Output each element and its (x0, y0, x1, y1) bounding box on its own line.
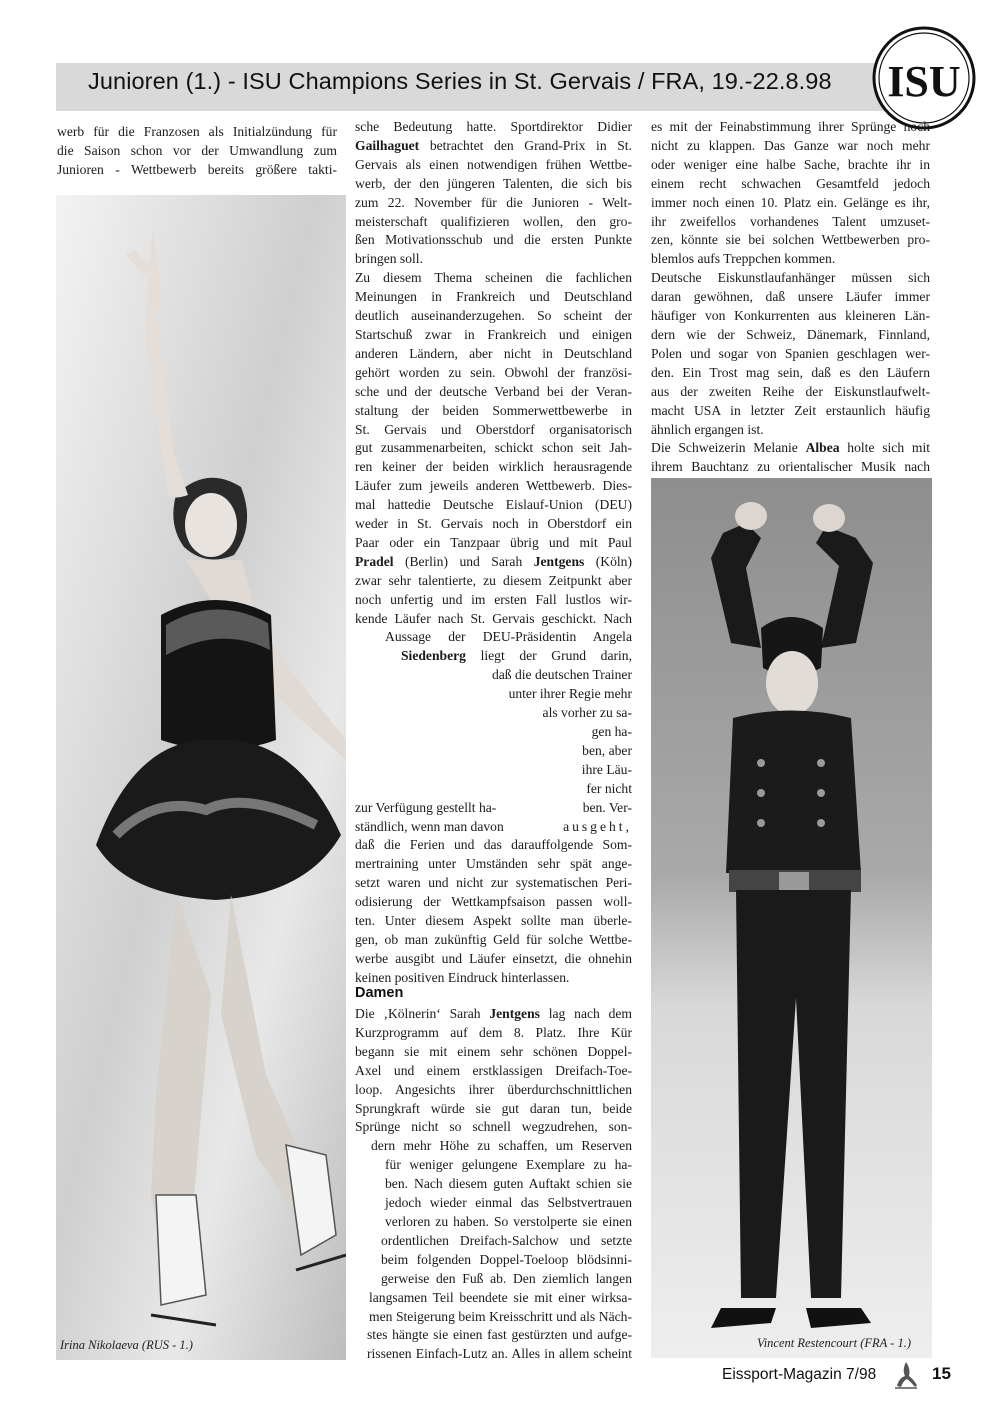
section-heading-damen: Damen (355, 985, 404, 1001)
column2-damen-text (355, 1005, 632, 1364)
text-line: Sprünge nicht so schnell wegzudrehen, son- (355, 1119, 632, 1135)
text-line: zum 22. November für die Junioren - Welt- (355, 194, 632, 210)
text-line: beim folgenden Doppel-Toeloop blödsinni- (381, 1251, 632, 1267)
text-line: für weniger gelungene Exemplare zu ha- (385, 1157, 632, 1173)
page-title: Junioren (1.) - ISU Champions Series in St. Gervais / FRA, 19.-22.8.98 (88, 68, 832, 94)
text-line: St. Gervais und Oberstdorf organisatorisch (355, 421, 632, 437)
text-line: mertraining unter Umständen sehr spät ange- (355, 856, 632, 872)
text-line: rissenen Einfach-Lutz an. Alles in allem scheint (367, 1346, 632, 1362)
text-line: Deutsche Eiskunstlaufanhänger müssen sich (651, 270, 930, 286)
athlete-name: Gailhaguet (355, 137, 420, 153)
text-line: ähnlich ergangen ist. (651, 421, 764, 437)
text-line: zwar sehr talentierte, zu diesem Zeitpunkt aber (355, 572, 632, 588)
text-line: Pradel (Berlin) und Sarah Jentgens (Köln) (355, 553, 633, 569)
text-line: Junioren - Wettbewerb bereits größere takti- (57, 161, 337, 177)
text-line: den. Ein Trost mag sein, daß es den Läufern (651, 364, 930, 380)
text-line: staltung der beiden Sommerwettbewerbe in (355, 402, 632, 418)
text-line: Läufer zum jeweils anderen Wettbewerb. Dies- (355, 478, 632, 494)
athlete-name: Jentgens (533, 553, 585, 569)
text-line: ständlich, wenn man davon ausgeht, (355, 818, 632, 834)
text-line: Die ‚Kölnerin‘ Sarah Jentgens lag nach dem (355, 1006, 633, 1021)
text-line: ren keiner der beiden wirklich herausragende (355, 459, 632, 475)
text-line: stes hängte sie einen fast gestürzten und aufge- (367, 1327, 632, 1343)
text-line: Axel und einem erstklassigen Dreifach-Toe- (355, 1062, 632, 1078)
text-line: deutlich auseinanderzugehen. So scheint der (355, 308, 632, 324)
text-line: Kurzprogramm auf dem 8. Platz. Ihre Kür (355, 1024, 632, 1040)
text-line: kende Läufer nach St. Gervais geschickt. Nach (355, 610, 632, 626)
logo-text: ISU (887, 57, 961, 106)
text-line: macht USA in letzter Zeit erstaunlich häufig (651, 402, 930, 418)
text-line: zen, könnte sie bei solchen Wettbewerben pro- (651, 232, 930, 248)
text-line: Meinungen in Frankreich und Deutschland (355, 289, 632, 305)
text-line: dern mehr Höhe zu schaffen, um Reserven (371, 1138, 632, 1154)
text-line: verloren zu haben. So verstolperte sie einen (385, 1213, 632, 1229)
skater-photo-male (651, 478, 932, 1358)
footer-magazine: Eissport-Magazin 7/98 (722, 1366, 877, 1383)
text-line: ben. Nach diesem guten Auftakt schien sie (385, 1176, 632, 1192)
text-line: Gailhaguet betrachtet den Grand-Prix in St. (355, 137, 632, 153)
isu-logo-icon (870, 24, 978, 132)
text-line: Aussage der DEU-Präsidentin Angela (385, 629, 632, 645)
official-name: Siedenberg (401, 648, 466, 664)
athlete-name: Jentgens (489, 1006, 540, 1021)
text-line: daß die deutschen Trainer (491, 667, 632, 683)
athlete-name: Albea (805, 440, 840, 456)
text-line: gerweise den Fuß ab. Den ziemlich langen (381, 1270, 632, 1286)
skater-photo-female (56, 195, 346, 1360)
text-line: begann sie mit einem sehr schönen Doppel- (355, 1043, 632, 1059)
text-line: einem recht schwachen Gesamtfeld jedoch (651, 175, 930, 191)
column1-text (57, 123, 337, 180)
text-line: die Saison schon vor der Umwandlung zum (57, 142, 337, 158)
text-line: häufiger von Konkurrenten aus kleineren Län- (651, 308, 930, 324)
text-line: Startschuß zwar in Frankreich und einigen (355, 326, 632, 342)
text-line: gen, ob man zukünftig Geld für solche Wettbe- (355, 931, 632, 947)
text-line: weder in St. Gervais noch in Oberstdorf ein (355, 516, 632, 532)
text-line: werb für die Franzosen als Initialzündung für (57, 124, 337, 139)
text-line: jedoch wieder einmal das Selbstvertrauen (385, 1195, 632, 1211)
text-line: Gervais als einen notwendigen frühen Wettbe- (355, 156, 632, 172)
text-line: mal hattedie Deutsche Eislauf-Union (DEU) (355, 497, 632, 513)
text-line: meisterschaft qualifizieren wollen, den gro- (355, 213, 632, 229)
text-line: Siedenberg liegt der Grund darin, (401, 648, 632, 664)
text-line: gehört worden zu sein. Obwohl der französi- (355, 364, 632, 380)
text-line: ihrem Bauchtanz zu orientalischer Musik nach (651, 459, 930, 475)
photo1-caption: Irina Nikolaeva (RUS - 1.) (60, 1338, 193, 1352)
photo2-caption: Vincent Restencourt (FRA - 1.) (757, 1336, 911, 1350)
text-line: dern wie der Schweiz, Dänemark, Finnland, (651, 326, 930, 342)
text-line: noch unfertig und im ersten Fall lustlos wir- (355, 591, 632, 607)
text-line: bringen soll. (355, 251, 423, 267)
text-line: ßen Motivationsschub und die ersten Punkte (355, 232, 632, 248)
text-line: Paar oder ein Tanzpaar übrig und mit Paul (355, 534, 632, 550)
text-line: anderen Ländern, aber nicht in Deutschland (355, 345, 632, 361)
text-line: odisierung der Wettkampfsaison passen woll- (355, 894, 632, 910)
text-line: ihre Läu- (581, 761, 632, 777)
column2-text (355, 118, 632, 988)
text-line: sche und der deutsche Verband bei der Veran- (355, 383, 632, 399)
text-line: fer nicht (586, 780, 632, 796)
text-line: ordentlichen Dreifach-Salchow und setzte (381, 1232, 632, 1248)
text-line: zur Verfügung gestellt ha- ben. Ver- (355, 799, 632, 815)
text-line: gen ha- (591, 724, 632, 739)
text-line: als vorher zu sa- (542, 705, 632, 721)
text-line: werbe ausgibt und Läufer einsetzt, die ohnehin (355, 950, 632, 966)
text-line: langsamen Teil beendete sie mit einer wirksa- (369, 1289, 632, 1305)
text-line: oder weniger eine halbe Sache, brachte ihr in (651, 156, 930, 172)
text-line: setzt waren und nicht zur systematischen Peri- (355, 875, 632, 891)
text-line: sche Bedeutung hatte. Sportdirektor Didier (355, 119, 632, 134)
text-line: men Steigerung beim Kreisschritt und als Näch- (369, 1308, 632, 1324)
text-line: ihr zweifellos vorhandenes Talent umzuset- (651, 213, 930, 229)
skater-logo-icon (893, 1360, 919, 1390)
text-line: keinen positiven Eindruck hinterlassen. (355, 969, 570, 985)
text-line: loop. Angesichts ihrer überdurchschnittlichen (355, 1081, 632, 1097)
text-line: Polen und sogar von Spanien geschlagen wer- (651, 345, 930, 361)
athlete-name: Pradel (355, 553, 394, 569)
text-line: blemlos aufs Treppchen kommen. (651, 251, 836, 267)
text-line: es mit der Feinabstimmung ihrer Sprünge noch (651, 119, 930, 134)
text-line: aus der zweiten Reihe der Eiskunstlaufwelt- (651, 383, 930, 399)
page-number: 15 (932, 1364, 951, 1383)
text-line: immer noch einen 10. Platz ein. Gelänge es ihr, (651, 194, 930, 210)
text-line: Sprungkraft würde sie gut daran tun, beide (355, 1100, 632, 1116)
text-line: Zu diesem Thema scheinen die fachlichen (355, 270, 632, 286)
text-line: Die Schweizerin Melanie Albea holte sich mit (651, 440, 930, 456)
text-line: gut zusammenarbeiten, schickt schon seit Jah- (355, 440, 632, 456)
text-line: nicht zu klappen. Das Ganze war noch mehr (651, 137, 930, 153)
text-line: daran gewöhnen, daß unsere Läufer immer (651, 289, 930, 305)
text-line: daß die Ferien und das darauffolgende Som- (355, 837, 632, 853)
text-line: ben, aber (582, 742, 632, 758)
text-line: unter ihrer Regie mehr (508, 686, 632, 702)
column3-text (651, 118, 930, 477)
text-line: werb, der den jüngeren Talenten, die sich bis (355, 175, 632, 191)
text-line: ten. Unter diesem Aspekt sollte man überle- (355, 913, 632, 929)
